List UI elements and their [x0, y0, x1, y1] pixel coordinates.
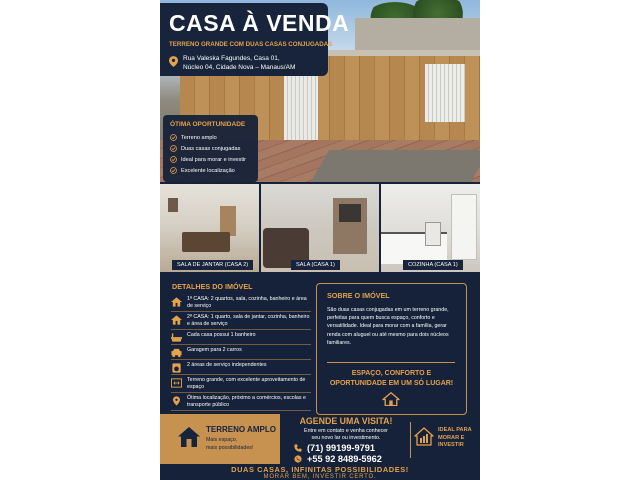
garage-door [425, 64, 465, 122]
house-icon [382, 392, 400, 406]
terreno-title: TERRENO AMPLO [206, 425, 276, 434]
bath-icon [171, 333, 182, 343]
photo-caption: SALA DE JANTAR (CASA 2) [172, 260, 253, 270]
about-box [316, 283, 467, 415]
contact-title: AGENDE UMA VISITA! [299, 416, 393, 426]
divider [327, 362, 455, 363]
check-icon [170, 156, 177, 163]
house-icon [177, 425, 201, 449]
opportunity-box [163, 115, 258, 182]
ideal-text: IDEAL PARA MORAR E INVESTIR [438, 427, 472, 448]
phone-number-1[interactable]: (71) 99199-9791 [294, 443, 375, 453]
list-item: Cada casa possui 1 banheiro [171, 330, 311, 345]
expand-icon [171, 378, 182, 388]
about-highlight: ESPAÇO, CONFORTO E OPORTUNIDADE EM UM SÓ LUGAR! [329, 370, 454, 387]
check-icon [170, 167, 177, 174]
list-item: Terreno amplo [170, 132, 246, 143]
hero-photo [160, 0, 480, 182]
location-pin-icon [171, 396, 182, 406]
laundry-icon [171, 363, 182, 373]
address: Rua Valeska Fagundes, Casa 01, Núcleo 04, Cidade Nova – Manaus/AM [183, 55, 296, 71]
opportunity-title: ÓTIMA OPORTUNIDADE [170, 121, 246, 128]
list-item: 2 áreas de serviço independentes [171, 360, 311, 375]
flyer [160, 0, 480, 480]
photo-kitchen [381, 184, 480, 272]
terreno-subtitle: Mais espaço, mais possibilidades! [206, 437, 254, 451]
whatsapp-icon [294, 455, 302, 463]
list-item: Ótima localização, próximo a comércios, escolas e transporte público [171, 393, 311, 411]
photo-living-room [261, 184, 379, 272]
page-subtitle: TERRENO GRANDE COM DUAS CASAS CONJUGADAS [169, 41, 333, 48]
house-icon [171, 297, 182, 307]
photo-caption: COZINHA (CASA 1) [403, 260, 463, 270]
house-icon [171, 315, 182, 325]
title-box [160, 3, 350, 76]
about-title: SOBRE O IMÓVEL [327, 291, 390, 300]
phone-number-2[interactable]: +55 92 8489-5962 [294, 454, 382, 464]
about-text: São duas casas conjugadas em um terreno grande, perfeitas para quem busca espaço, conforto e versatilidade. Ideal para morar com a família, gerar renda com aluguel ou até mesmo para dois núcleos familiares. [327, 307, 449, 346]
list-item: Garagem para 2 carros [171, 345, 311, 360]
house-gate [284, 74, 318, 142]
list-item: Terreno grande, com excelente aproveitamento de espaço [171, 375, 311, 393]
footer-slogan: MORAR BEM, INVESTIR CERTO. [263, 474, 377, 480]
terreno-box [160, 414, 280, 464]
list-item: 2ª CASA: 1 quarto, sala de jantar, cozinha, banheiro e área de serviço [171, 312, 311, 330]
list-item: 1ª CASA: 2 quartos, sala, cozinha, banheiro e área de serviço [171, 294, 311, 312]
list-item: Excelente localização [170, 165, 246, 176]
photo-dining-room [160, 184, 259, 272]
check-icon [170, 145, 177, 152]
opportunity-list [170, 132, 246, 176]
location-pin-icon [169, 56, 178, 67]
details-list [171, 294, 311, 411]
house-invest-icon [414, 427, 434, 447]
car-icon [171, 348, 182, 358]
phone-icon [294, 444, 302, 452]
photo-caption: SALA (CASA 1) [291, 260, 340, 270]
list-item: Duas casas conjugadas [170, 143, 246, 154]
list-item: Ideal para morar e investir [170, 154, 246, 165]
photo-gallery [160, 184, 480, 272]
page-title: CASA À VENDA [169, 10, 350, 36]
contact-text: Entre em contato e venha conhecer seu novo lar ou investimento. [304, 428, 388, 441]
details-title: DETALHES DO IMÓVEL [172, 282, 253, 291]
check-icon [170, 134, 177, 141]
divider [410, 422, 411, 458]
footer-tagline: DUAS CASAS, INFINITAS POSSIBILIDADES! [231, 465, 409, 474]
